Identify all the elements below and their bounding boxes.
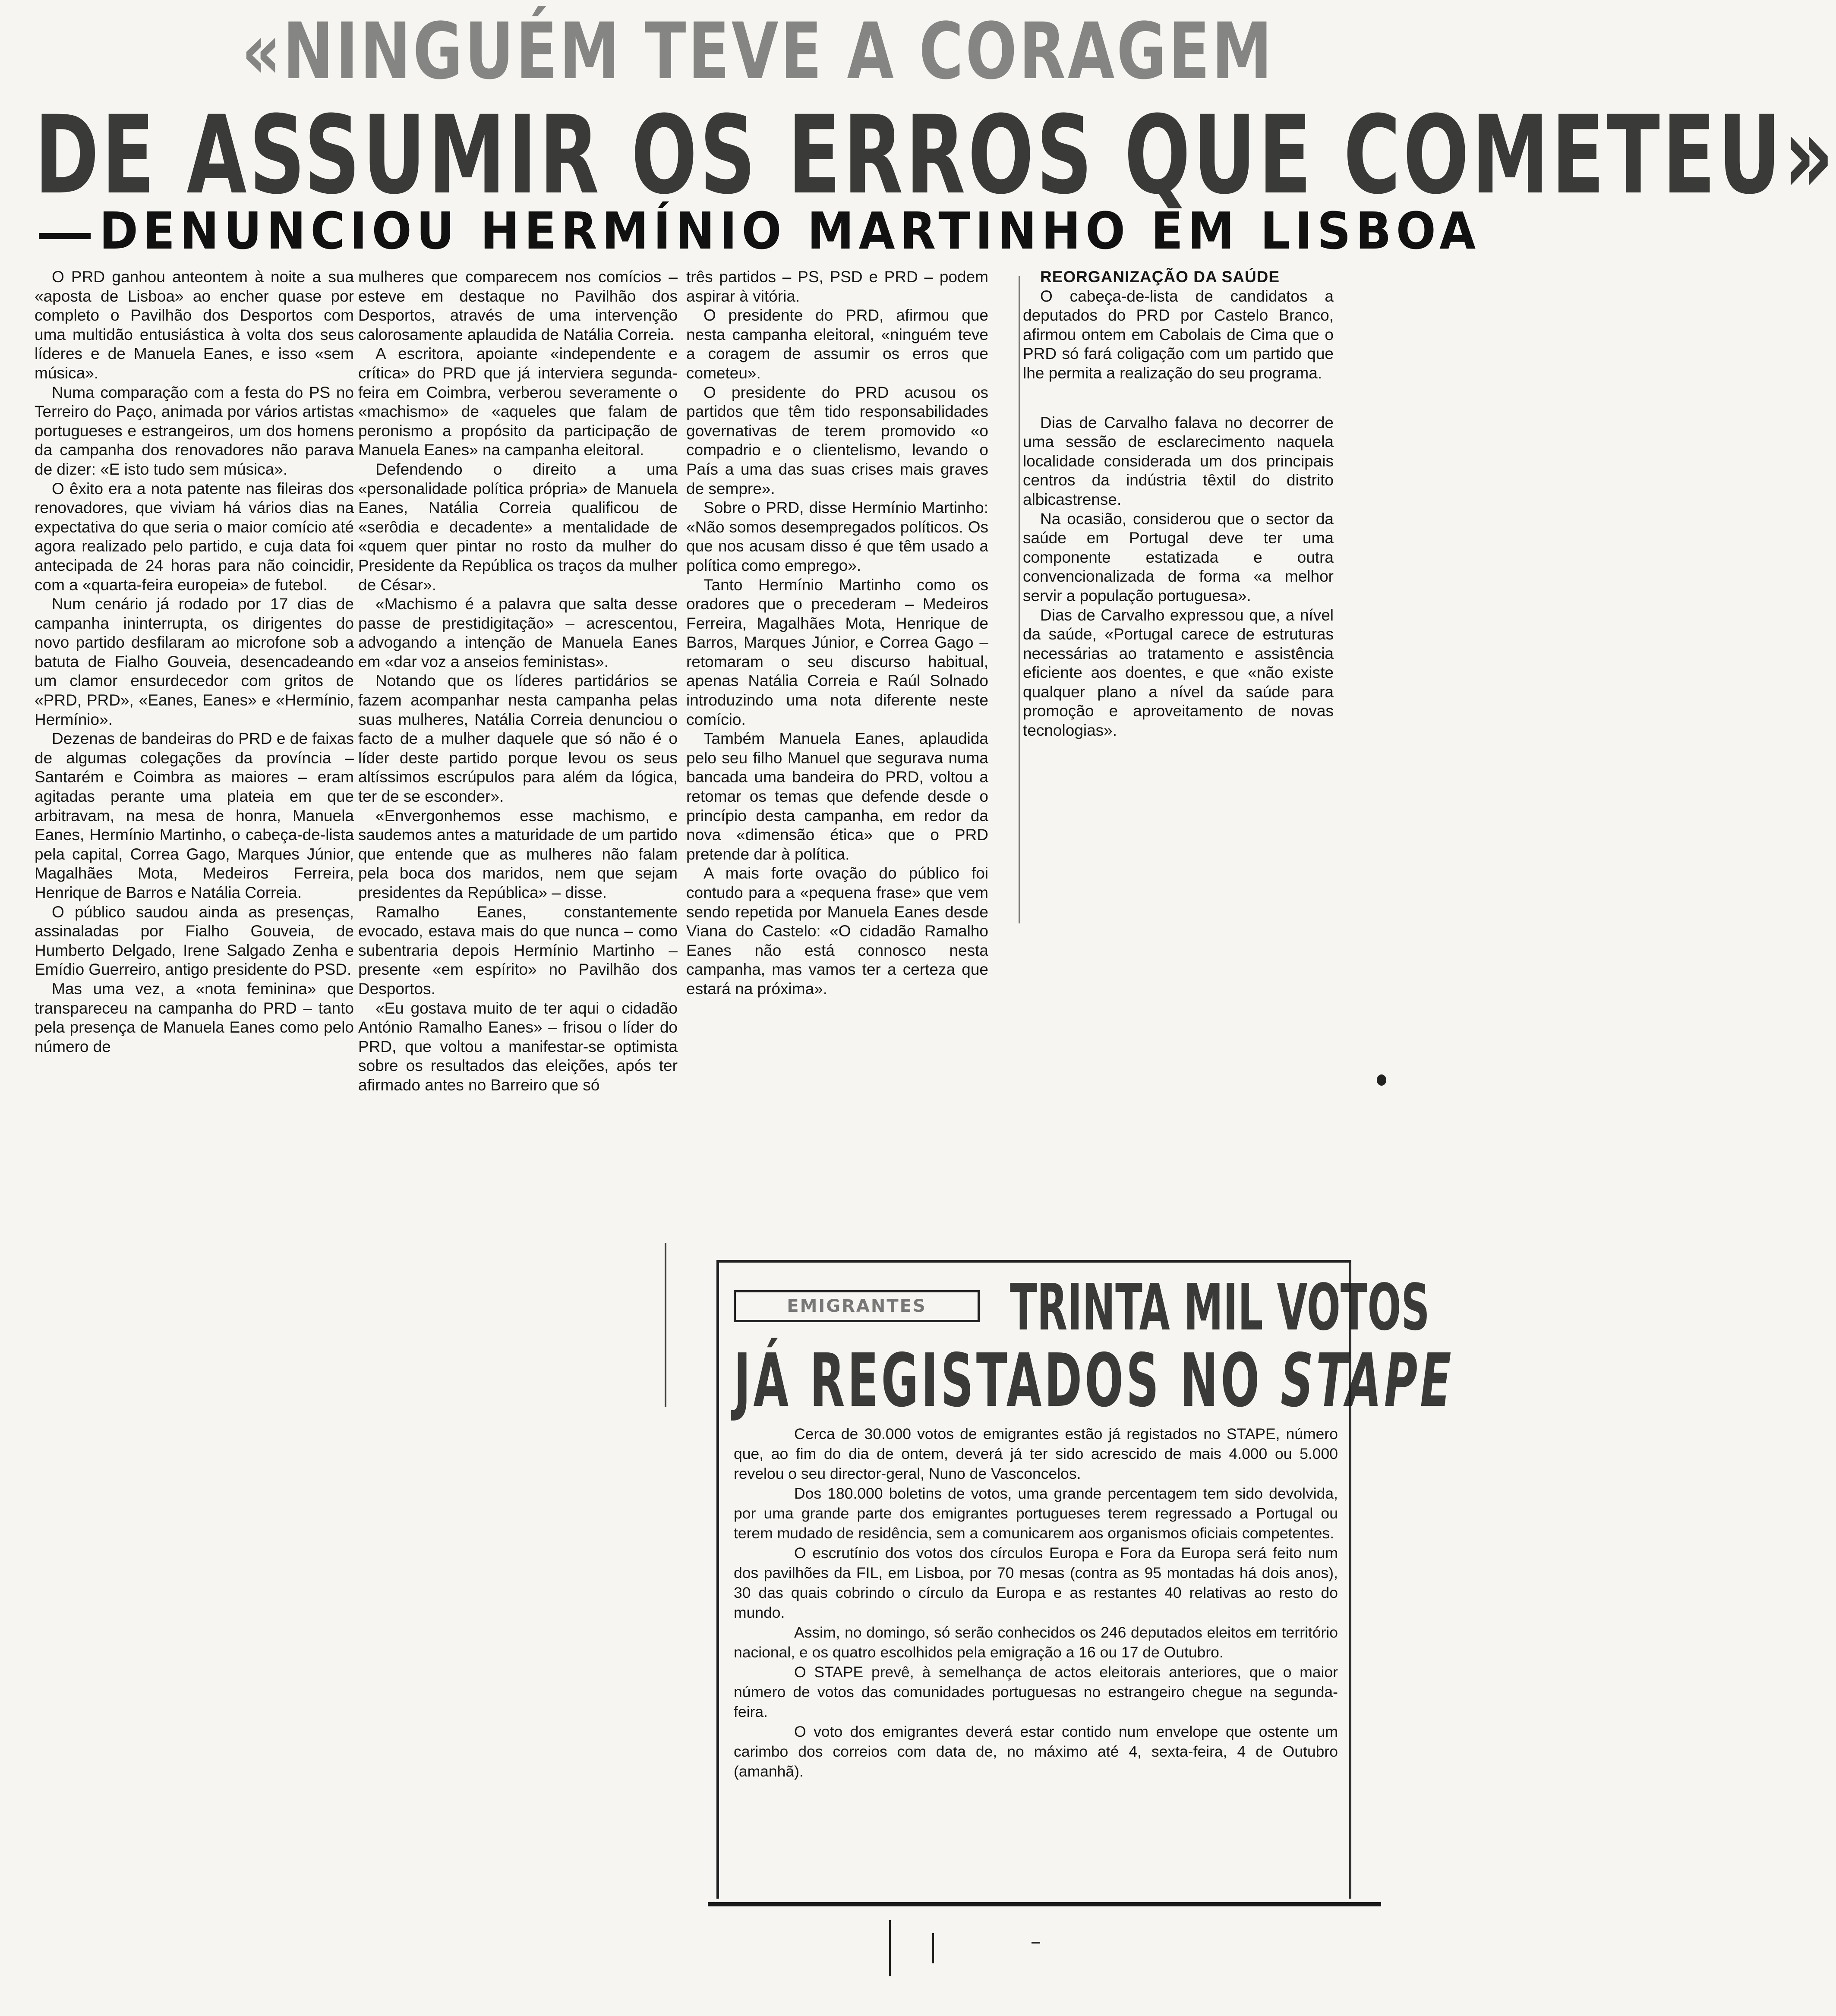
- article-column-1: [35, 268, 354, 1056]
- box-headline-2: [734, 1338, 1454, 1424]
- paragraph: O voto dos emigrantes deverá estar contido num envelope que ostente um carimbo dos correios com data de, no máximo até 4, sexta-feira, 4 de Outubro (amanhã).: [734, 1723, 1338, 1780]
- box-headline-1: TRINTA MIL VOTOS: [1010, 1270, 1430, 1345]
- paragraph: A escritora, apoiante «independente e crítica» do PRD que já interviera segunda-feira em Coimbra, verberou severamente o «machismo» de «aqueles que falam de peronismo a propósito da participação de Manuela Eanes» na campanha eleitoral.: [358, 345, 678, 459]
- section-badge: EMIGRANTES: [734, 1290, 980, 1322]
- paragraph: Mas uma vez, a «nota feminina» que transpareceu na campanha do PRD – tanto pela presença de Manuela Eanes como pelo número de: [35, 980, 354, 1055]
- paragraph: mulheres que comparecem nos comícios – esteve em destaque no Pavilhão dos Desportos, através de uma intervenção calorosamente aplaudida de Natália Correia.: [358, 268, 678, 343]
- paragraph: Tanto Hermínio Martinho como os oradores que o precederam – Medeiros Ferreira, Magalhães Mota, Henrique de Barros, Marques Júnior, e Correa Gago – retomaram o seu discurso habitual, apenas Natália Correia e Raúl Solnado introduzindo uma nota diferente neste comício.: [686, 576, 988, 728]
- paragraph: Dias de Carvalho expressou que, a nível da saúde, «Portugal carece de estruturas necessárias ao tratamento e assistência eficiente aos doentes, e que «não existe qualquer plano a nível da saúde para promoção e aproveitamento de novas tecnologias».: [1023, 606, 1334, 740]
- paragraph: A mais forte ovação do público foi contudo para a «pequena frase» que vem sendo repetida por Manuela Eanes desde Viana do Castelo: «O cidadão Ramalho Eanes não está connosco nesta campanha, mas vamos ter a certeza que estará na próxima».: [686, 864, 988, 998]
- paragraph: O presidente do PRD acusou os partidos que têm tido responsabilidades governativas de terem promovido «o compadrio e o clientelismo, levando o País a uma das suas crises mais graves de sempre».: [686, 383, 988, 498]
- paragraph: Notando que os líderes partidários se fazem acompanhar nesta campanha pelas suas mulheres, Natália Correia denunciou o facto de a mulher daquele que só não é o líder deste partido porque levou os seus altíssimos escrúpulos para além da lógica, ter de se esconder».: [358, 672, 678, 806]
- paragraph: Sobre o PRD, disse Hermínio Martinho: «Não somos desempregados políticos. Os que nos acusam disso é que têm usado a política como emprego».: [686, 499, 988, 574]
- paragraph: O êxito era a nota patente nas fileiras dos renovadores, que viviam há vários dias na expectativa do que seria o maior comício até agora realizado pelo partido, e cuja data foi antecipada de 24 horas para não coincidir, com a «quarta-feira europeia» de futebol.: [35, 479, 354, 594]
- headline-line-1: «NINGUÉM TEVE A CORAGEM: [242, 6, 1274, 97]
- paragraph: três partidos – PS, PSD e PRD – podem aspirar à vitória.: [686, 268, 988, 305]
- headline-subtitle: DENUNCIOU HERMÍNIO MARTINHO EM LISBOA: [99, 201, 1481, 261]
- paragraph: Também Manuela Eanes, aplaudida pelo seu filho Manuel que segurava numa bancada uma bandeira do PRD, voltou a retomar os temas que defende desde o princípio desta campanha, em redor da nova «dimensão ética» que o PRD pretende dar à política.: [686, 730, 988, 863]
- paragraph: O escrutínio dos votos dos círculos Europa e Fora da Europa será feito num dos pavilhões da FIL, em Lisboa, por 70 mesas (contra as 95 montadas há dois anos), 30 das quais cobrindo o círculo da Europa e as restantes 40 relativas ao resto do mundo.: [734, 1544, 1338, 1621]
- paragraph: «Machismo é a palavra que salta desse passe de prestidigitação» – acrescentou, advogando a intenção de Manuela Eanes em «dar voz a anseios feministas».: [358, 595, 678, 671]
- paragraph: Num cenário já rodado por 17 dias de campanha ininterrupta, os dirigentes do novo partido desfilaram ao microfone sob a batuta de Fialho Gouveia, desencadeando um clamor ensurdecedor com gritos de «PRD, PRD», «Eanes, Eanes» e «Hermínio, Hermínio».: [35, 595, 354, 728]
- article-column-4: [1023, 268, 1334, 740]
- paragraph: «Envergonhemos esse machismo, e saudemos antes a maturidade de um partido que entende que as mulheres não falam pela boca dos maridos, nem que sejam presidentes da República» – disse.: [358, 806, 678, 901]
- box-headline-2-text: JÁ REGISTADOS NO: [734, 1338, 1281, 1424]
- paragraph: O público saudou ainda as presenças, assinaladas por Fialho Gouveia, de Humberto Delgado, Irene Salgado Zenha e Emídio Guerreiro, antigo presidente do PSD.: [35, 903, 354, 979]
- paragraph: O presidente do PRD, afirmou que nesta campanha eleitoral, «ninguém teve a coragem de assumir os erros que cometeu».: [686, 306, 988, 382]
- paragraph: Cerca de 30.000 votos de emigrantes estão já registados no STAPE, número que, ao fim do dia de ontem, deverá já ter sido acrescido de mais 4.000 ou 5.000 revelou o seu director-geral, Nuno de Vasconcelos.: [734, 1425, 1338, 1482]
- article-column-2: [358, 268, 678, 1095]
- ink-mark: [1032, 1942, 1040, 1944]
- paragraph: O STAPE prevê, à semelhança de actos eleitorais anteriores, que o maior número de votos das comunidades portuguesas no estrangeiro chegue na segunda-feira.: [734, 1663, 1338, 1720]
- paragraph: Assim, no domingo, só serão conhecidos os 246 deputados eleitos em território nacional, e os quatro escolhidos pela emigração a 16 ou 17 de Outubro.: [734, 1624, 1338, 1661]
- box-top-rule: [716, 1260, 1351, 1263]
- paragraph: «Eu gostava muito de ter aqui o cidadão António Ramalho Eanes» – frisou o líder do PRD, que voltou a manifestar-se optimista sobre os resultados das eleições, após ter afirmado antes no Barreiro que só: [358, 999, 678, 1094]
- headline-line-2: DE ASSUMIR OS ERROS QUE COMETEU»: [35, 92, 1836, 218]
- paragraph: Dias de Carvalho falava no decorrer de uma sessão de esclarecimento naquela localidade considerada um dos principais centros da indústria têxtil do distrito albicastrense.: [1023, 413, 1334, 508]
- paragraph: Dezenas de bandeiras do PRD e de faixas de algumas colegações da província – Santarém e Coimbra as maiores – eram agitadas perante uma plateia em que arbitravam, na mesa de honra, Manuela Eanes, Hermínio Martinho, o cabeça-de-lista pela capital, Correa Gago, Marques Júnior, Magalhães Mota, Medeiros Ferreira, Henrique de Barros e Natália Correia.: [35, 730, 354, 901]
- paragraph: Dos 180.000 boletins de votos, uma grande percentagem tem sido devolvida, por uma grande parte dos emigrantes portugueses terem regressado a Portugal ou terem mudado de residência, sem a comunicarem aos organismos oficiais competentes.: [734, 1485, 1338, 1542]
- paragraph: Ramalho Eanes, constantemente evocado, estava mais do que nunca – como subentraria depois Hermínio Martinho – presente «em espírito» no Pavilhão dos Desportos.: [358, 903, 678, 998]
- headline-dash: [39, 233, 91, 239]
- ink-speck: [1377, 1074, 1386, 1086]
- paragraph: Numa comparação com a festa do PS no Terreiro do Paço, animada por vários artistas portugueses e estrangeiros, um dos homens da campanha dos renovadores não parava de dizer: «E isto tudo sem música».: [35, 383, 354, 478]
- ink-mark: [932, 1933, 934, 1963]
- paragraph: Na ocasião, considerou que o sector da saúde em Portugal deve ter uma componente estatizada e outra convencionalizada de forma «a melhor servir a população portuguesa».: [1023, 510, 1334, 605]
- paragraph: Defendendo o direito a uma «personalidade política própria» de Manuela Eanes, Natália Correia qualificou de «serôdia e decadente» a mentalidade de «quem quer pintar no rosto da mulher do Presidente da República os traços da mulher de César».: [358, 460, 678, 594]
- paragraph: O PRD ganhou anteontem à noite a sua «aposta de Lisboa» ao encher quase por completo o Pavilhão dos Desportos com uma multidão entusiástica à volta dos seus líderes e de Manuela Eanes, e isso «sem música».: [35, 268, 354, 382]
- column-rule: [1019, 276, 1020, 923]
- boxed-article-body: [734, 1424, 1338, 1781]
- box-bottom-rule: [708, 1902, 1381, 1906]
- ink-mark: [889, 1920, 891, 1976]
- column-rule: [665, 1243, 666, 1407]
- section-title: REORGANIZAÇÃO DA SAÚDE: [1040, 268, 1280, 286]
- box-headline-2-stape: STAPE: [1281, 1338, 1454, 1424]
- article-column-3: [686, 268, 988, 999]
- paragraph: O cabeça-de-lista de candidatos a deputados do PRD por Castelo Branco, afirmou ontem em Cabolais de Cima que o PRD só fará coligação com um partido que lhe permita a realização do seu programa.: [1023, 287, 1334, 382]
